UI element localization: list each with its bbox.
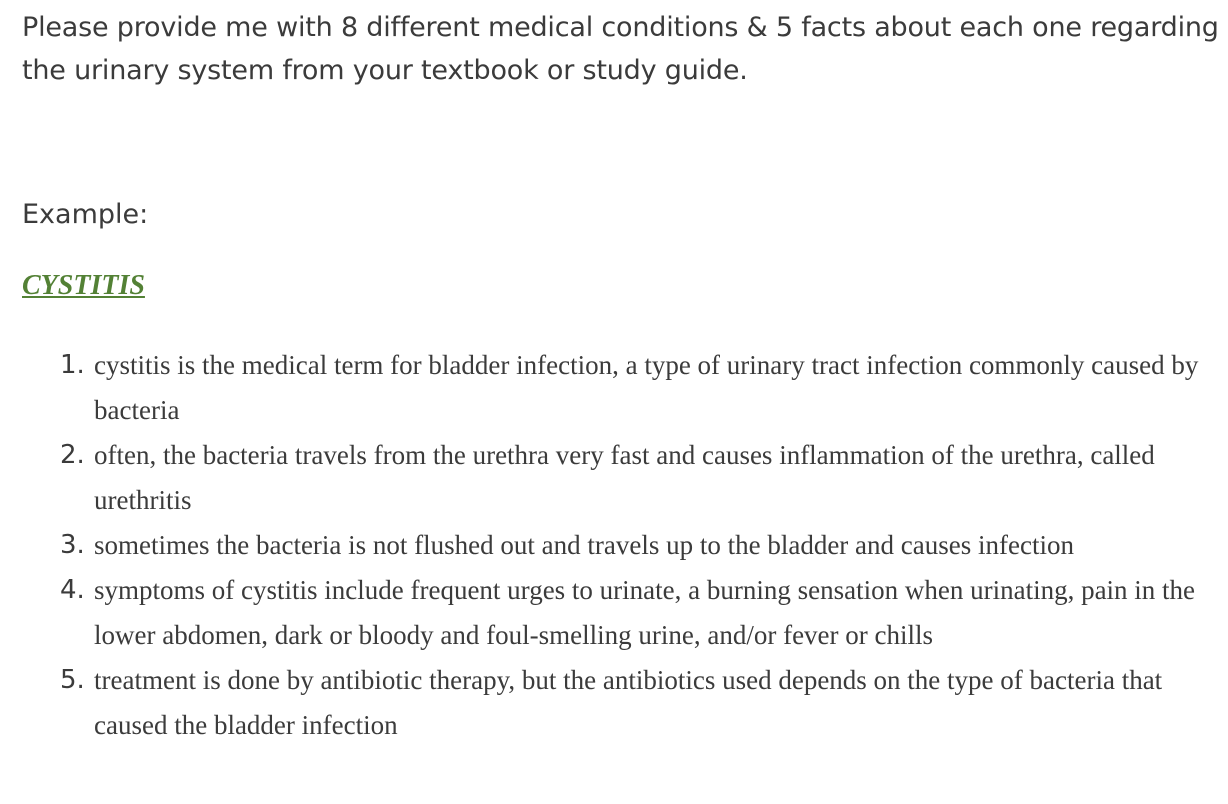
list-item-text: often, the bacteria travels from the urethra very fast and causes inflammation of the urethra, called urethritis xyxy=(94,440,1155,515)
list-item-text: symptoms of cystitis include frequent urges to urinate, a burning sensation when urinating, pain in the lower abdomen, dark or bloody and foul-smelling urine, and/or fever or chills xyxy=(94,575,1196,650)
list-item xyxy=(22,658,1222,748)
list-item xyxy=(22,568,1222,658)
list-item-text: sometimes the bacteria is not flushed out and travels up to the bladder and causes infection xyxy=(94,530,1074,560)
list-item xyxy=(22,343,1222,433)
list-item xyxy=(22,523,1222,568)
facts-list xyxy=(22,343,1222,748)
document-body xyxy=(22,6,1222,740)
list-item xyxy=(22,433,1222,523)
list-item-number: 2. xyxy=(60,440,85,470)
list-item-number: 5. xyxy=(60,665,85,695)
list-item-text: cystitis is the medical term for bladder infection, a type of urinary tract infection commonly caused by bacteria xyxy=(94,350,1199,425)
list-item-number: 1. xyxy=(60,350,85,380)
example-label: Example: xyxy=(22,199,149,230)
condition-title: CYSTITIS xyxy=(22,270,145,301)
list-item-number: 3. xyxy=(60,530,85,560)
list-item-text: treatment is done by antibiotic therapy, but the antibiotics used depends on the type of bacteria that caused the bladder infection xyxy=(94,665,1163,740)
list-item-number: 4. xyxy=(60,575,85,605)
prompt-line-2: the urinary system from your textbook or study guide. xyxy=(22,55,748,86)
prompt-line-1: Please provide me with 8 different medical conditions & 5 facts about each one regarding xyxy=(22,12,1219,43)
prompt-text xyxy=(22,6,1222,92)
